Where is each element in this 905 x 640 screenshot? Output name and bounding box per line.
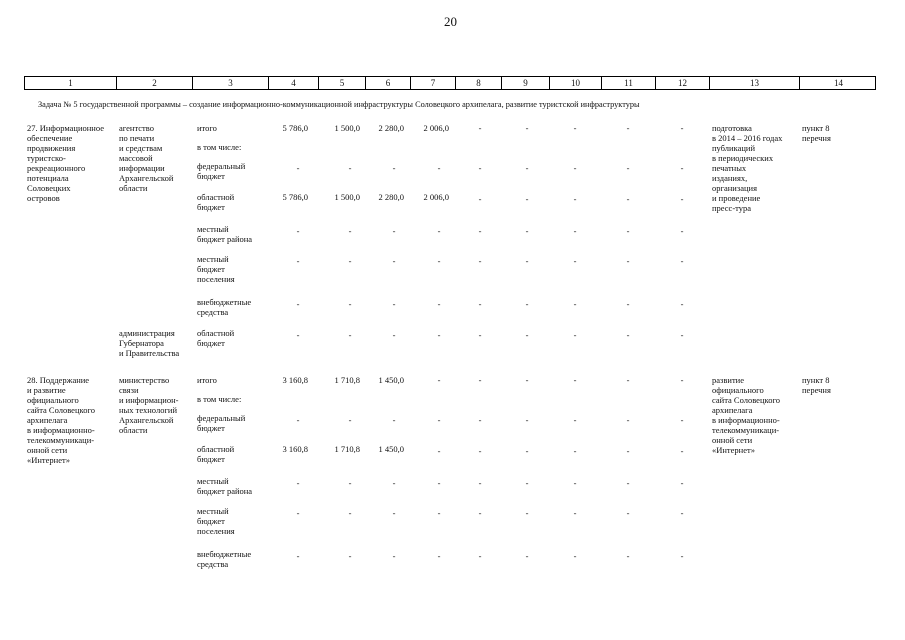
- amount-cell: -: [348, 330, 352, 340]
- funding-source-label: местный бюджет района: [197, 476, 253, 496]
- funding-source-label: в том числе:: [197, 142, 242, 152]
- amount-cell: -: [680, 194, 684, 204]
- amount-cell: -: [525, 551, 529, 561]
- measure-name: 27. Информационное обеспечение продвижения туристско- рекреационного потенциала Соловецких островов: [27, 123, 104, 203]
- funding-source-label: местный бюджет района: [197, 224, 253, 244]
- funding-source-label: внебюджетные средства: [197, 549, 252, 569]
- amount-cell: -: [437, 551, 441, 561]
- amount-cell: -: [296, 330, 300, 340]
- amount-cell: -: [525, 415, 529, 425]
- amount-cell: -: [437, 478, 441, 488]
- header-cell-4: 4: [269, 77, 319, 89]
- amount-cell: -: [573, 299, 577, 309]
- amount-cell: -: [573, 415, 577, 425]
- amount-cell: -: [348, 163, 352, 173]
- amount-cell: -: [296, 551, 300, 561]
- amount-cell: -: [573, 256, 577, 266]
- amount-cell: -: [626, 123, 630, 133]
- amount-cell: -: [478, 194, 482, 204]
- header-cell-9: 9: [502, 77, 550, 89]
- amount-cell: -: [573, 123, 577, 133]
- funding-source-label: итого: [197, 375, 217, 385]
- funding-source-label: в том числе:: [197, 394, 242, 404]
- amount-cell: -: [626, 446, 630, 456]
- amount-cell: -: [392, 478, 396, 488]
- header-cell-12: 12: [656, 77, 710, 89]
- amount-cell: -: [296, 256, 300, 266]
- amount-cell: -: [296, 415, 300, 425]
- amount-cell: -: [478, 330, 482, 340]
- amount-cell: -: [478, 415, 482, 425]
- executor-secondary: администрация Губернатора и Правительства: [119, 328, 180, 358]
- amount-cell: -: [348, 415, 352, 425]
- amount-cell: -: [525, 446, 529, 456]
- header-cell-3: 3: [193, 77, 269, 89]
- executor: министерство связи и информацион- ных технологий Архангельской области: [119, 375, 179, 435]
- expected-result: развитие официального сайта Соловецкого архипелага в информационно- телекоммуникаци- онной сети «Интернет»: [712, 375, 780, 455]
- amount-cell: -: [525, 375, 529, 385]
- amount-cell: -: [680, 551, 684, 561]
- amount-cell: -: [626, 256, 630, 266]
- amount-cell: -: [573, 330, 577, 340]
- funding-source-label: итого: [197, 123, 217, 133]
- amount-cell: -: [392, 163, 396, 173]
- amount-cell: -: [680, 299, 684, 309]
- amount-cell: 2 280,0: [378, 192, 404, 202]
- amount-cell: -: [437, 163, 441, 173]
- amount-cell: -: [626, 194, 630, 204]
- amount-cell: -: [680, 123, 684, 133]
- funding-source-label: федеральный бюджет: [197, 161, 246, 181]
- amount-cell: -: [680, 508, 684, 518]
- amount-cell: -: [437, 508, 441, 518]
- amount-cell: -: [348, 226, 352, 236]
- table-header-row: [24, 76, 876, 90]
- header-cell-2: 2: [117, 77, 193, 89]
- amount-cell: -: [626, 551, 630, 561]
- amount-cell: -: [437, 330, 441, 340]
- expected-result: подготовка в 2014 – 2016 годах публикаций в периодических печатных изданиях, организация и проведение пресс-тура: [712, 123, 783, 213]
- amount-cell: -: [680, 375, 684, 385]
- amount-cell: -: [392, 299, 396, 309]
- amount-cell: -: [437, 256, 441, 266]
- amount-cell: -: [680, 446, 684, 456]
- amount-cell: -: [392, 508, 396, 518]
- amount-cell: -: [437, 375, 441, 385]
- amount-cell: -: [478, 163, 482, 173]
- header-cell-11: 11: [602, 77, 656, 89]
- amount-cell: -: [296, 226, 300, 236]
- amount-cell: -: [573, 551, 577, 561]
- amount-cell: -: [392, 415, 396, 425]
- funding-source-label: областной бюджет: [197, 192, 235, 212]
- amount-cell: -: [525, 478, 529, 488]
- amount-cell: -: [348, 478, 352, 488]
- amount-cell: -: [573, 375, 577, 385]
- funding-source-label: местный бюджет поселения: [197, 254, 235, 284]
- measure-name: 28. Поддержание и развитие официального сайта Соловецкого архипелага в информационно- телекоммуникаци- онной сети «Интернет»: [27, 375, 95, 465]
- amount-cell: -: [348, 551, 352, 561]
- amount-cell: 2 006,0: [423, 192, 449, 202]
- amount-cell: -: [348, 508, 352, 518]
- amount-cell: -: [525, 194, 529, 204]
- amount-cell: -: [478, 123, 482, 133]
- header-cell-10: 10: [550, 77, 602, 89]
- amount-cell: -: [478, 478, 482, 488]
- amount-cell: -: [392, 551, 396, 561]
- funding-source-label: областной бюджет: [197, 444, 235, 464]
- amount-cell: -: [626, 375, 630, 385]
- amount-cell: -: [573, 446, 577, 456]
- amount-cell: -: [296, 163, 300, 173]
- amount-cell: -: [573, 508, 577, 518]
- amount-cell: -: [626, 226, 630, 236]
- amount-cell: 3 160,8: [282, 375, 308, 385]
- amount-cell: -: [680, 415, 684, 425]
- amount-cell: -: [573, 163, 577, 173]
- amount-cell: -: [478, 299, 482, 309]
- amount-cell: -: [478, 375, 482, 385]
- amount-cell: -: [573, 194, 577, 204]
- amount-cell: -: [525, 330, 529, 340]
- amount-cell: -: [296, 299, 300, 309]
- amount-cell: 1 500,0: [334, 123, 360, 133]
- header-cell-13: 13: [710, 77, 800, 89]
- amount-cell: -: [626, 163, 630, 173]
- task-title: Задача № 5 государственной программы – создание информационно-коммуникационной инфраструктуры Соловецкого архипелага, развитие туристской инфраструктуры: [38, 100, 640, 109]
- amount-cell: -: [478, 446, 482, 456]
- amount-cell: -: [296, 508, 300, 518]
- funding-source-label: местный бюджет поселения: [197, 506, 235, 536]
- header-cell-7: 7: [411, 77, 456, 89]
- amount-cell: -: [680, 330, 684, 340]
- amount-cell: -: [392, 330, 396, 340]
- amount-cell: 1 450,0: [378, 444, 404, 454]
- amount-cell: 1 500,0: [334, 192, 360, 202]
- amount-cell: -: [525, 299, 529, 309]
- amount-cell: -: [573, 226, 577, 236]
- amount-cell: -: [525, 123, 529, 133]
- header-cell-14: 14: [834, 78, 843, 88]
- amount-cell: 5 786,0: [282, 123, 308, 133]
- amount-cell: -: [626, 415, 630, 425]
- executor: агентство по печати и средствам массовой информации Архангельской области: [119, 123, 174, 193]
- amount-cell: -: [348, 256, 352, 266]
- amount-cell: 1 710,8: [334, 444, 360, 454]
- amount-cell: -: [525, 256, 529, 266]
- amount-cell: 1 710,8: [334, 375, 360, 385]
- amount-cell: -: [626, 299, 630, 309]
- header-cell-1: 1: [25, 77, 117, 89]
- amount-cell: -: [392, 226, 396, 236]
- amount-cell: -: [573, 478, 577, 488]
- amount-cell: -: [437, 299, 441, 309]
- funding-source-label: федеральный бюджет: [197, 413, 246, 433]
- amount-cell: -: [680, 226, 684, 236]
- amount-cell: -: [680, 256, 684, 266]
- amount-cell: -: [478, 226, 482, 236]
- amount-cell: 3 160,8: [282, 444, 308, 454]
- amount-cell: -: [478, 256, 482, 266]
- amount-cell: -: [525, 163, 529, 173]
- header-cell-8: 8: [456, 77, 502, 89]
- amount-cell: -: [437, 415, 441, 425]
- amount-cell: -: [478, 551, 482, 561]
- amount-cell: -: [296, 478, 300, 488]
- amount-cell: -: [680, 478, 684, 488]
- amount-cell: 5 786,0: [282, 192, 308, 202]
- amount-cell: -: [525, 226, 529, 236]
- amount-cell: 2 280,0: [378, 123, 404, 133]
- funding-source-label: внебюджетные средства: [197, 297, 252, 317]
- amount-cell: -: [626, 508, 630, 518]
- page-number: 20: [444, 14, 457, 29]
- amount-cell: -: [626, 478, 630, 488]
- amount-cell: 2 006,0: [423, 123, 449, 133]
- amount-cell: -: [626, 330, 630, 340]
- funding-source-label: областной бюджет: [197, 328, 235, 348]
- amount-cell: -: [680, 163, 684, 173]
- amount-cell: -: [437, 226, 441, 236]
- amount-cell: -: [437, 446, 441, 456]
- amount-cell: 1 450,0: [378, 375, 404, 385]
- reference: пункт 8 перечня: [802, 375, 831, 395]
- amount-cell: -: [392, 256, 396, 266]
- header-cell-5: 5: [319, 77, 366, 89]
- amount-cell: -: [525, 508, 529, 518]
- reference: пункт 8 перечня: [802, 123, 831, 143]
- amount-cell: -: [478, 508, 482, 518]
- header-cell-6: 6: [366, 77, 411, 89]
- amount-cell: -: [348, 299, 352, 309]
